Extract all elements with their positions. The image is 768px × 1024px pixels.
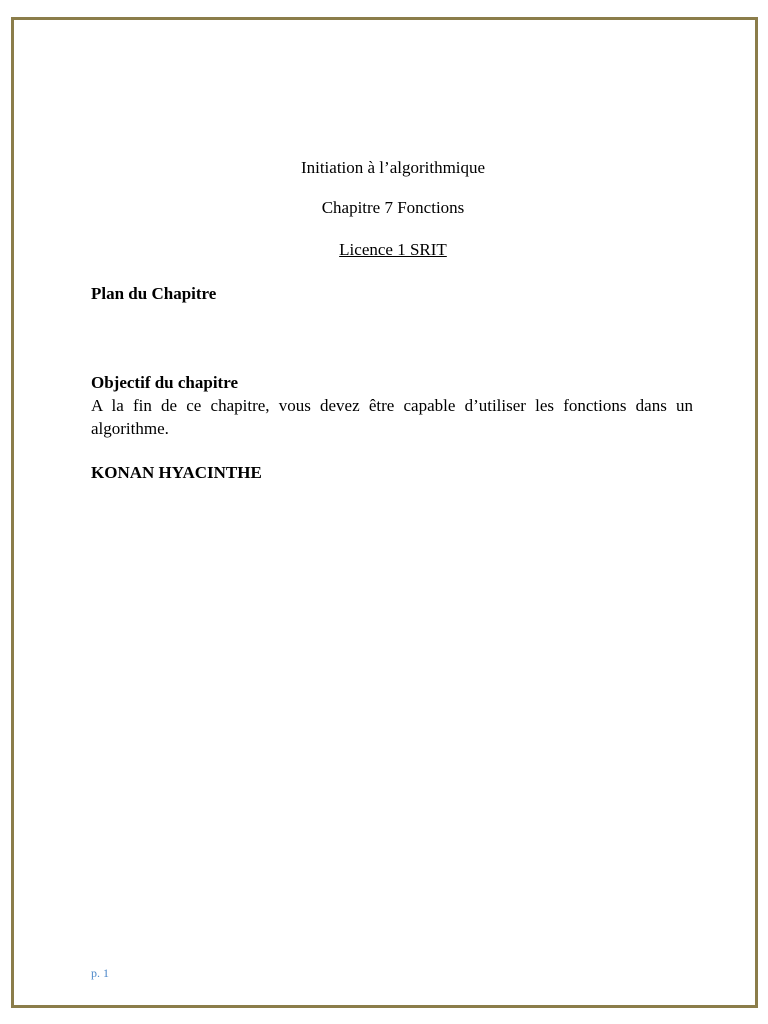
document-title: Initiation à l’algorithmique (300, 158, 486, 177)
objective-heading: Objectif du chapitre (91, 373, 239, 392)
level-label: Licence 1 SRIT (339, 240, 447, 259)
chapter-title: Chapitre 7 Fonctions (321, 198, 465, 217)
plan-heading: Plan du Chapitre (91, 284, 217, 303)
author-name: KONAN HYACINTHE (91, 463, 262, 482)
objective-text: A la fin de ce chapitre, vous devez être capable d’utiliser les fonctions dans un algorithme. (91, 396, 693, 438)
page-number: p. 1 (91, 966, 109, 980)
